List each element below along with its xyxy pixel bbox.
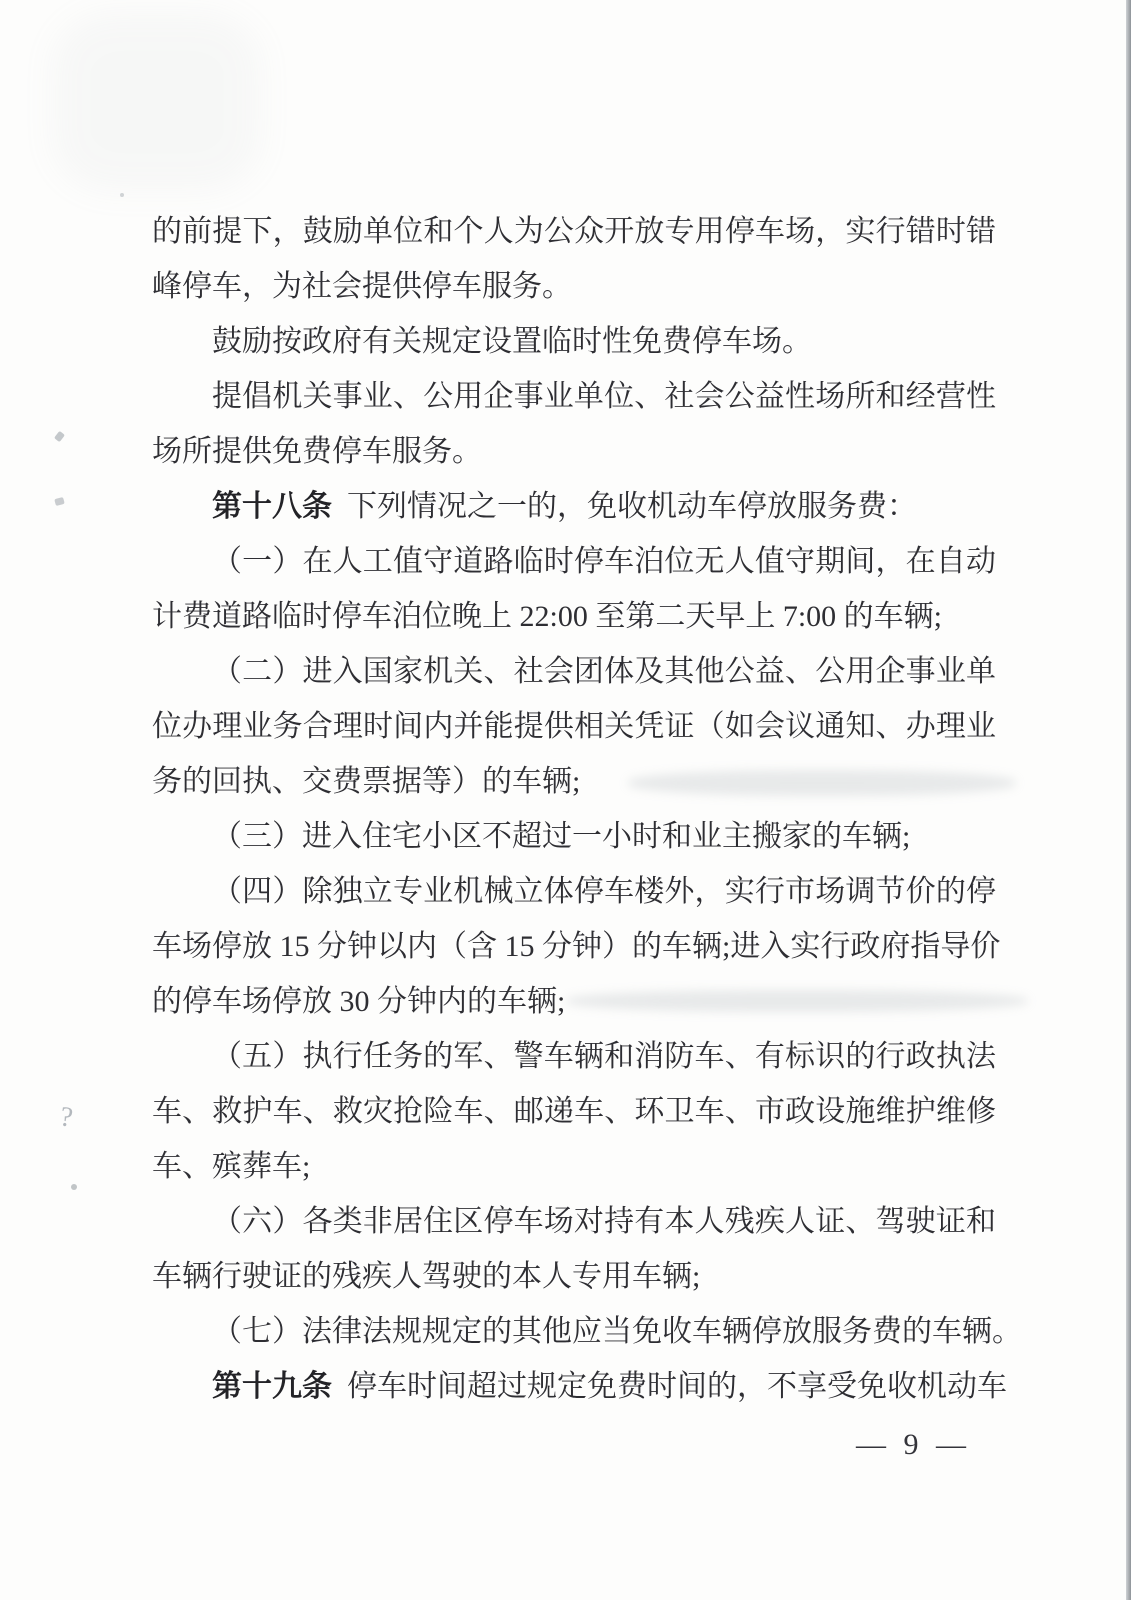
text-line-content: 场所提供免费停车服务。 — [152, 435, 482, 468]
text-line-content: 车辆行驶证的残疾人驾驶的本人专用车辆; — [152, 1260, 701, 1293]
text-line-content: 车场停放 15 分钟以内（含 15 分钟）的车辆;进入实行政府指导价 — [152, 930, 1001, 963]
text-line-content: 停车时间超过规定免费时间的，不享受免收机动车 — [347, 1370, 1007, 1403]
text-line — [152, 479, 996, 534]
scan-speck — [54, 431, 65, 442]
scan-pen-mark: ? — [57, 1101, 75, 1134]
text-line — [152, 919, 1001, 974]
text-line — [152, 424, 996, 479]
text-line — [152, 259, 996, 314]
text-line — [152, 809, 996, 864]
text-line-content: （五）执行任务的军、警车辆和消防车、有标识的行政执法 — [212, 1040, 996, 1073]
text-line-content: 的前提下，鼓励单位和个人为公众开放专用停车场，实行错时错 — [152, 215, 996, 248]
text-line — [152, 534, 996, 589]
text-line-content: 务的回执、交费票据等）的车辆; — [152, 765, 581, 798]
text-line — [152, 1084, 996, 1139]
article-number: 第十八条 — [212, 490, 332, 523]
text-line-content: 下列情况之一的，免收机动车停放服务费： — [347, 490, 917, 523]
text-line-content: （二）进入国家机关、社会团体及其他公益、公用企事业单 — [212, 655, 996, 688]
text-line-content: （四）除独立专业机械立体停车楼外，实行市场调节价的停 — [212, 875, 996, 908]
scan-speck — [54, 497, 65, 506]
text-line — [152, 864, 996, 919]
document-text — [152, 204, 1022, 1414]
page-number: — 9 — — [856, 1428, 971, 1461]
text-line-content: （六）各类非居住区停车场对持有本人残疾人证、驾驶证和 — [212, 1205, 996, 1238]
text-line-content: 位办理业务合理时间内并能提供相关凭证（如会议通知、办理业 — [152, 710, 996, 743]
text-line-content: （三）进入住宅小区不超过一小时和业主搬家的车辆; — [212, 820, 911, 853]
text-line-content: 车、救护车、救灾抢险车、邮递车、环卫车、市政设施维护维修 — [152, 1095, 996, 1128]
text-line — [152, 204, 996, 259]
text-line — [152, 1304, 1022, 1359]
text-line-content: 鼓励按政府有关规定设置临时性免费停车场。 — [212, 325, 812, 358]
text-line-content: （七）法律法规规定的其他应当免收车辆停放服务费的车辆。 — [212, 1315, 1022, 1348]
text-line — [152, 699, 996, 754]
text-line — [152, 754, 996, 809]
scan-smudge — [52, 12, 262, 192]
scan-speck — [120, 193, 124, 197]
text-line-content: 提倡机关事业、公用企事业单位、社会公益性场所和经营性 — [212, 380, 996, 413]
text-line — [152, 1249, 996, 1304]
text-line — [152, 1029, 996, 1084]
text-line — [152, 369, 996, 424]
text-line-content: 峰停车，为社会提供停车服务。 — [152, 270, 572, 303]
text-line-content: 计费道路临时停车泊位晚上 22:00 至第二天早上 7:00 的车辆; — [152, 600, 943, 633]
text-line — [152, 974, 996, 1029]
text-line — [152, 644, 996, 699]
text-line — [152, 1194, 996, 1249]
text-line-content: 的停车场停放 30 分钟内的车辆; — [152, 985, 566, 1018]
text-line — [152, 589, 996, 644]
text-line-content: 车、殡葬车; — [152, 1150, 311, 1183]
article-number: 第十九条 — [212, 1370, 332, 1403]
text-line — [152, 1139, 996, 1194]
text-line — [152, 1359, 1007, 1414]
text-line-content: （一）在人工值守道路临时停车泊位无人值守期间，在自动 — [212, 545, 996, 578]
scan-speck — [71, 1184, 77, 1190]
page-edge-shadow — [1126, 0, 1131, 1600]
text-line — [152, 314, 996, 369]
